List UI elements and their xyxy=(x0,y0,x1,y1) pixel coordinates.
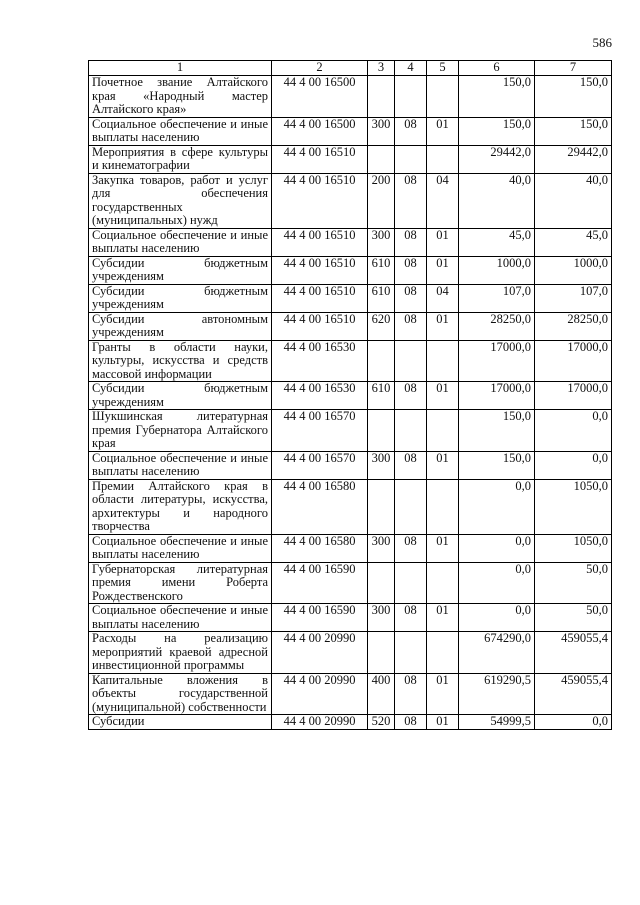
subsection-cell: 01 xyxy=(427,117,459,145)
amount-col7-cell: 459055,4 xyxy=(535,632,612,674)
amount-col6-cell: 1000,0 xyxy=(459,256,535,284)
amount-col7-cell: 45,0 xyxy=(535,228,612,256)
target-code-cell: 44 4 00 16530 xyxy=(272,382,368,410)
section-cell: 08 xyxy=(395,284,427,312)
amount-col6-cell: 150,0 xyxy=(459,451,535,479)
table-row xyxy=(89,451,612,479)
subsection-cell xyxy=(427,410,459,452)
section-cell: 08 xyxy=(395,228,427,256)
amount-col7-cell: 50,0 xyxy=(535,604,612,632)
expense-type-cell xyxy=(368,76,395,118)
item-name-cell: Социальное обеспечение и иные выплаты населению xyxy=(89,451,272,479)
amount-col6-cell: 40,0 xyxy=(459,173,535,228)
expense-type-cell: 300 xyxy=(368,534,395,562)
column-header-4: 4 xyxy=(395,61,427,76)
amount-col6-cell: 619290,5 xyxy=(459,673,535,715)
item-name-cell: Губернаторская литературная премия имени Роберта Рождественского xyxy=(89,562,272,604)
subsection-cell xyxy=(427,562,459,604)
amount-col7-cell: 0,0 xyxy=(535,410,612,452)
item-name-cell: Шукшинская литературная премия Губернатора Алтайского края xyxy=(89,410,272,452)
target-code-cell: 44 4 00 16510 xyxy=(272,284,368,312)
section-cell: 08 xyxy=(395,451,427,479)
amount-col7-cell: 0,0 xyxy=(535,715,612,730)
subsection-cell: 01 xyxy=(427,228,459,256)
item-name-cell: Субсидии бюджетным учреждениям xyxy=(89,256,272,284)
target-code-cell: 44 4 00 16510 xyxy=(272,145,368,173)
expense-type-cell: 300 xyxy=(368,451,395,479)
subsection-cell xyxy=(427,76,459,118)
amount-col6-cell: 29442,0 xyxy=(459,145,535,173)
section-cell: 08 xyxy=(395,534,427,562)
table-row xyxy=(89,312,612,340)
target-code-cell: 44 4 00 16580 xyxy=(272,479,368,534)
amount-col7-cell: 1050,0 xyxy=(535,479,612,534)
section-cell: 08 xyxy=(395,312,427,340)
table-row xyxy=(89,117,612,145)
table-row xyxy=(89,76,612,118)
amount-col6-cell: 54999,5 xyxy=(459,715,535,730)
amount-col7-cell: 29442,0 xyxy=(535,145,612,173)
table-row xyxy=(89,673,612,715)
amount-col7-cell: 107,0 xyxy=(535,284,612,312)
item-name-cell: Закупка товаров, работ и услуг для обеспечения государственных (муниципальных) нужд xyxy=(89,173,272,228)
section-cell: 08 xyxy=(395,715,427,730)
expense-type-cell xyxy=(368,145,395,173)
item-name-cell: Субсидии автономным учреждениям xyxy=(89,312,272,340)
section-cell xyxy=(395,145,427,173)
amount-col6-cell: 17000,0 xyxy=(459,340,535,382)
amount-col6-cell: 150,0 xyxy=(459,76,535,118)
target-code-cell: 44 4 00 16500 xyxy=(272,76,368,118)
amount-col6-cell: 150,0 xyxy=(459,410,535,452)
section-cell xyxy=(395,340,427,382)
expense-type-cell: 610 xyxy=(368,382,395,410)
section-cell xyxy=(395,410,427,452)
amount-col6-cell: 28250,0 xyxy=(459,312,535,340)
section-cell: 08 xyxy=(395,382,427,410)
subsection-cell: 04 xyxy=(427,284,459,312)
table-row xyxy=(89,632,612,674)
subsection-cell: 01 xyxy=(427,673,459,715)
item-name-cell: Социальное обеспечение и иные выплаты населению xyxy=(89,228,272,256)
target-code-cell: 44 4 00 16500 xyxy=(272,117,368,145)
target-code-cell: 44 4 00 16570 xyxy=(272,410,368,452)
table-row xyxy=(89,604,612,632)
table-row xyxy=(89,340,612,382)
subsection-cell xyxy=(427,145,459,173)
item-name-cell: Социальное обеспечение и иные выплаты населению xyxy=(89,117,272,145)
amount-col7-cell: 28250,0 xyxy=(535,312,612,340)
subsection-cell: 01 xyxy=(427,312,459,340)
table-header-row xyxy=(89,61,612,76)
subsection-cell: 01 xyxy=(427,382,459,410)
amount-col7-cell: 50,0 xyxy=(535,562,612,604)
column-header-6: 6 xyxy=(459,61,535,76)
amount-col7-cell: 0,0 xyxy=(535,451,612,479)
amount-col6-cell: 0,0 xyxy=(459,604,535,632)
section-cell: 08 xyxy=(395,117,427,145)
amount-col6-cell: 107,0 xyxy=(459,284,535,312)
expense-type-cell: 300 xyxy=(368,117,395,145)
budget-table xyxy=(88,60,612,730)
subsection-cell: 04 xyxy=(427,173,459,228)
item-name-cell: Социальное обеспечение и иные выплаты населению xyxy=(89,604,272,632)
amount-col6-cell: 0,0 xyxy=(459,534,535,562)
table-row xyxy=(89,562,612,604)
target-code-cell: 44 4 00 16510 xyxy=(272,228,368,256)
expense-type-cell: 400 xyxy=(368,673,395,715)
expense-type-cell xyxy=(368,479,395,534)
target-code-cell: 44 4 00 16510 xyxy=(272,312,368,340)
amount-col7-cell: 40,0 xyxy=(535,173,612,228)
column-header-3: 3 xyxy=(368,61,395,76)
target-code-cell: 44 4 00 16590 xyxy=(272,562,368,604)
amount-col6-cell: 674290,0 xyxy=(459,632,535,674)
table-row xyxy=(89,715,612,730)
expense-type-cell xyxy=(368,632,395,674)
amount-col7-cell: 459055,4 xyxy=(535,673,612,715)
amount-col7-cell: 150,0 xyxy=(535,117,612,145)
table-row xyxy=(89,145,612,173)
table-row xyxy=(89,410,612,452)
item-name-cell: Мероприятия в сфере культуры и кинематографии xyxy=(89,145,272,173)
amount-col6-cell: 17000,0 xyxy=(459,382,535,410)
table-body xyxy=(89,76,612,730)
item-name-cell: Почетное звание Алтайского края «Народный мастер Алтайского края» xyxy=(89,76,272,118)
table-row xyxy=(89,228,612,256)
amount-col6-cell: 0,0 xyxy=(459,562,535,604)
page-number: 586 xyxy=(592,35,612,50)
item-name-cell: Субсидии xyxy=(89,715,272,730)
expense-type-cell xyxy=(368,340,395,382)
item-name-cell: Субсидии бюджетным учреждениям xyxy=(89,382,272,410)
table-row xyxy=(89,173,612,228)
table-row xyxy=(89,284,612,312)
section-cell xyxy=(395,479,427,534)
target-code-cell: 44 4 00 16510 xyxy=(272,256,368,284)
expense-type-cell xyxy=(368,410,395,452)
table-row xyxy=(89,382,612,410)
item-name-cell: Социальное обеспечение и иные выплаты населению xyxy=(89,534,272,562)
subsection-cell: 01 xyxy=(427,534,459,562)
amount-col7-cell: 150,0 xyxy=(535,76,612,118)
subsection-cell xyxy=(427,479,459,534)
expense-type-cell: 620 xyxy=(368,312,395,340)
subsection-cell: 01 xyxy=(427,715,459,730)
item-name-cell: Гранты в области науки, культуры, искусства и средств массовой информации xyxy=(89,340,272,382)
amount-col7-cell: 17000,0 xyxy=(535,382,612,410)
subsection-cell: 01 xyxy=(427,451,459,479)
column-header-7: 7 xyxy=(535,61,612,76)
amount-col6-cell: 150,0 xyxy=(459,117,535,145)
target-code-cell: 44 4 00 16530 xyxy=(272,340,368,382)
expense-type-cell: 520 xyxy=(368,715,395,730)
expense-type-cell: 200 xyxy=(368,173,395,228)
table-row xyxy=(89,479,612,534)
section-cell xyxy=(395,76,427,118)
target-code-cell: 44 4 00 16580 xyxy=(272,534,368,562)
item-name-cell: Капитальные вложения в объекты государственной (муниципальной) собственности xyxy=(89,673,272,715)
section-cell xyxy=(395,632,427,674)
item-name-cell: Субсидии бюджетным учреждениям xyxy=(89,284,272,312)
target-code-cell: 44 4 00 20990 xyxy=(272,632,368,674)
section-cell: 08 xyxy=(395,673,427,715)
expense-type-cell: 300 xyxy=(368,604,395,632)
subsection-cell: 01 xyxy=(427,256,459,284)
expense-type-cell: 300 xyxy=(368,228,395,256)
amount-col7-cell: 17000,0 xyxy=(535,340,612,382)
amount-col6-cell: 45,0 xyxy=(459,228,535,256)
amount-col7-cell: 1050,0 xyxy=(535,534,612,562)
section-cell xyxy=(395,562,427,604)
column-header-1: 1 xyxy=(89,61,272,76)
item-name-cell: Премии Алтайского края в области литературы, искусства, архитектуры и народного творчества xyxy=(89,479,272,534)
expense-type-cell xyxy=(368,562,395,604)
target-code-cell: 44 4 00 16570 xyxy=(272,451,368,479)
table-row xyxy=(89,256,612,284)
section-cell: 08 xyxy=(395,173,427,228)
subsection-cell xyxy=(427,632,459,674)
subsection-cell: 01 xyxy=(427,604,459,632)
amount-col7-cell: 1000,0 xyxy=(535,256,612,284)
section-cell: 08 xyxy=(395,604,427,632)
subsection-cell xyxy=(427,340,459,382)
column-header-5: 5 xyxy=(427,61,459,76)
target-code-cell: 44 4 00 20990 xyxy=(272,673,368,715)
amount-col6-cell: 0,0 xyxy=(459,479,535,534)
target-code-cell: 44 4 00 16590 xyxy=(272,604,368,632)
target-code-cell: 44 4 00 20990 xyxy=(272,715,368,730)
section-cell: 08 xyxy=(395,256,427,284)
column-header-2: 2 xyxy=(272,61,368,76)
table-row xyxy=(89,534,612,562)
expense-type-cell: 610 xyxy=(368,256,395,284)
target-code-cell: 44 4 00 16510 xyxy=(272,173,368,228)
item-name-cell: Расходы на реализацию мероприятий краевой адресной инвестиционной программы xyxy=(89,632,272,674)
expense-type-cell: 610 xyxy=(368,284,395,312)
